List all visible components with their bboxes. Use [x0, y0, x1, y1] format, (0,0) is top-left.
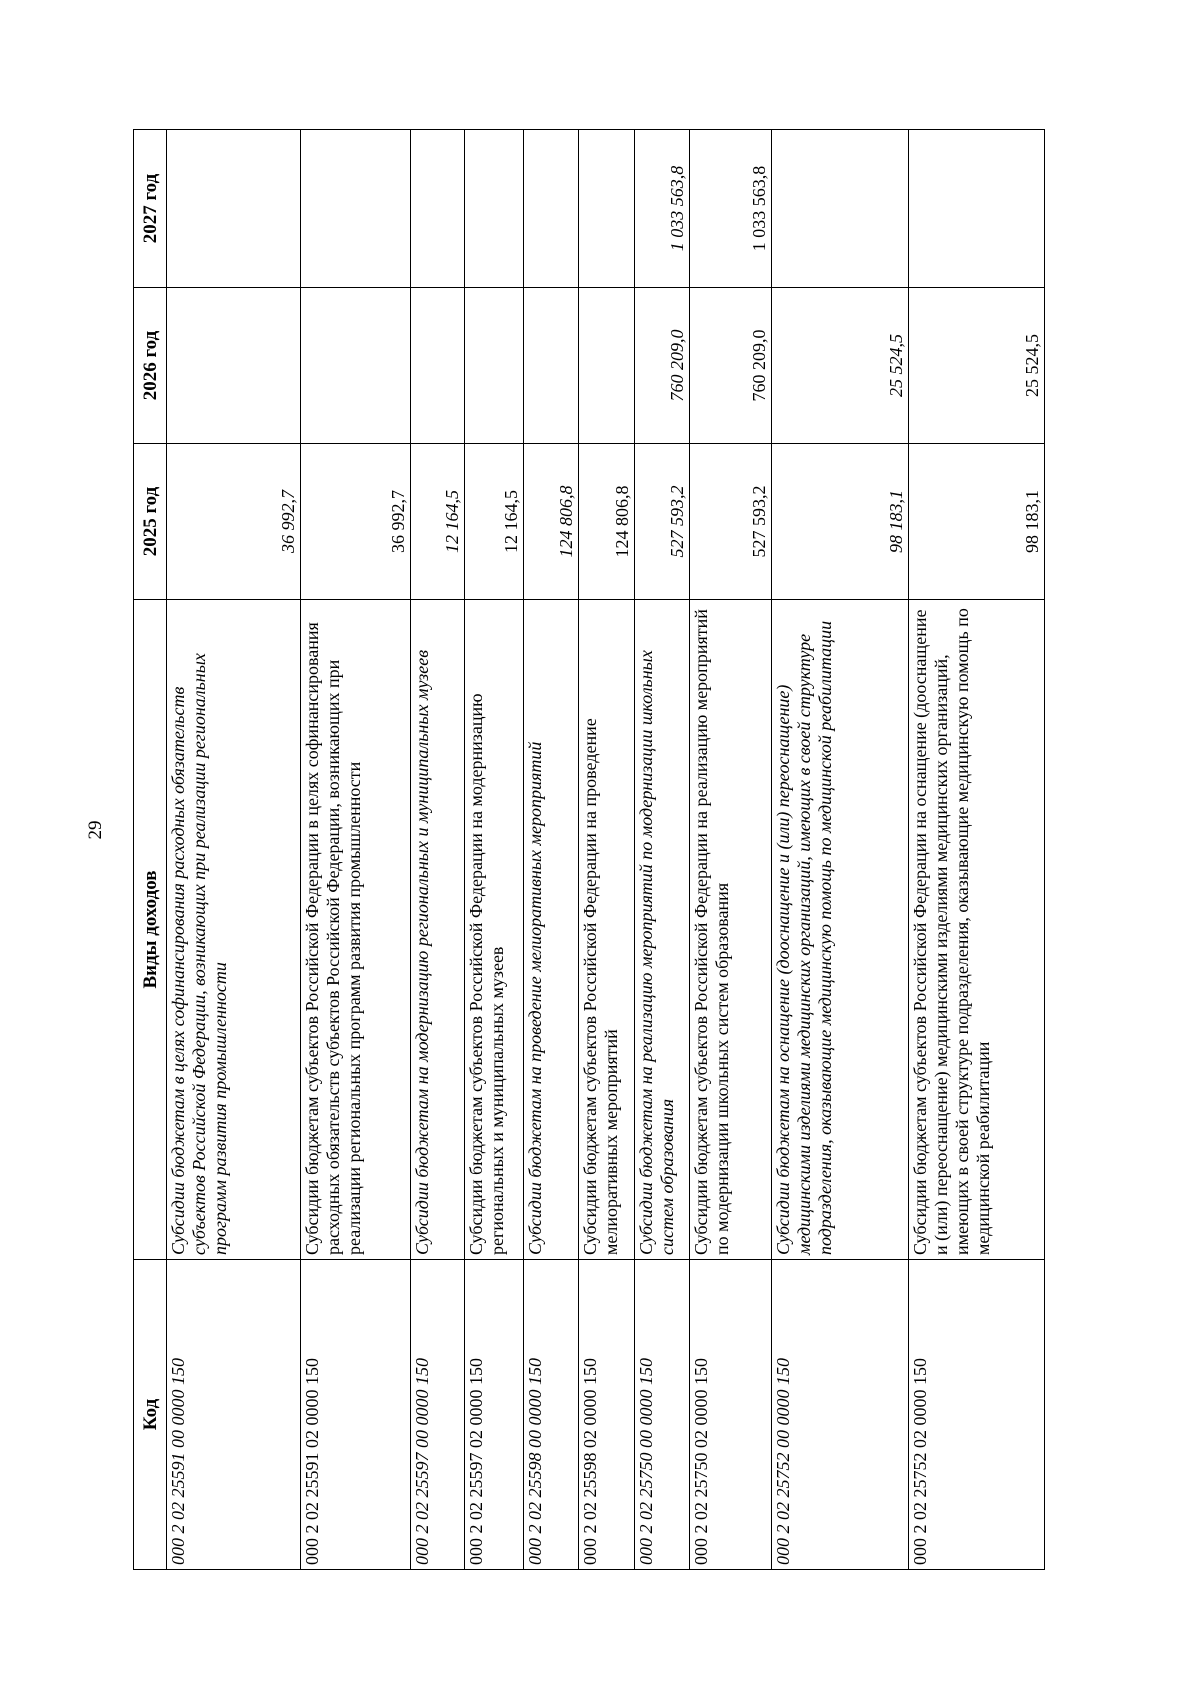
cell-2026 [411, 288, 464, 444]
cell-2026 [523, 288, 579, 444]
cell-name: Субсидии бюджетам субъектов Российской Федерации на реализацию мероприятий по модернизации школьных систем образования [690, 600, 772, 1260]
table-header-row [134, 130, 167, 1570]
cell-code: 000 2 02 25752 00 0000 150 [772, 1260, 908, 1570]
header-2026: 2026 год [134, 288, 167, 444]
cell-name: Субсидии бюджетам на реализацию мероприятий по модернизации школьных систем образования [634, 600, 690, 1260]
cell-2027 [411, 130, 464, 288]
cell-code: 000 2 02 25597 00 0000 150 [411, 1260, 464, 1570]
cell-2027 [908, 130, 1044, 288]
cell-code: 000 2 02 25752 02 0000 150 [908, 1260, 1044, 1570]
cell-2027 [464, 130, 523, 288]
cell-2026: 760 209,0 [690, 288, 772, 444]
cell-2026: 760 209,0 [634, 288, 690, 444]
table-row [772, 130, 908, 1570]
cell-2025: 124 806,8 [579, 444, 635, 600]
header-2027: 2027 год [134, 130, 167, 288]
cell-2027: 1 033 563,8 [634, 130, 690, 288]
cell-code: 000 2 02 25591 02 0000 150 [301, 1260, 411, 1570]
cell-2025: 36 992,7 [301, 444, 411, 600]
cell-2026 [301, 288, 411, 444]
cell-2025: 527 593,2 [634, 444, 690, 600]
cell-code: 000 2 02 25597 02 0000 150 [464, 1260, 523, 1570]
cell-name: Субсидии бюджетам в целях софинансирования расходных обязательств субъектов Российской Федерации, возникающих при реализации региональных программ развития промышленности [167, 600, 301, 1260]
cell-2025: 98 183,1 [772, 444, 908, 600]
rotated-table-wrapper [133, 130, 1045, 1570]
cell-2026 [464, 288, 523, 444]
page-number: 29 [85, 820, 106, 840]
table-row [167, 130, 301, 1570]
table-row [523, 130, 579, 1570]
cell-2026: 25 524,5 [908, 288, 1044, 444]
cell-code: 000 2 02 25598 00 0000 150 [523, 1260, 579, 1570]
table-row [908, 130, 1044, 1570]
cell-name: Субсидии бюджетам субъектов Российской Федерации на модернизацию региональных и муниципальных музеев [464, 600, 523, 1260]
cell-2025: 98 183,1 [908, 444, 1044, 600]
cell-2026 [167, 288, 301, 444]
cell-2027 [579, 130, 635, 288]
cell-2027 [301, 130, 411, 288]
cell-2025: 527 593,2 [690, 444, 772, 600]
header-name: Виды доходов [134, 600, 167, 1260]
cell-name: Субсидии бюджетам субъектов Российской Федерации на оснащение (дооснащение и (или) переоснащение) медицинскими изделиями медицинских организаций, имеющих в своей структуре подразделения, оказывающие медицинскую помощь по медицинской реабилитации [908, 600, 1044, 1260]
table-row [411, 130, 464, 1570]
cell-2025: 12 164,5 [464, 444, 523, 600]
cell-2025: 12 164,5 [411, 444, 464, 600]
cell-name: Субсидии бюджетам на проведение мелиоративных мероприятий [523, 600, 579, 1260]
cell-2025: 124 806,8 [523, 444, 579, 600]
table-row [579, 130, 635, 1570]
cell-code: 000 2 02 25598 02 0000 150 [579, 1260, 635, 1570]
cell-2026 [579, 288, 635, 444]
cell-code: 000 2 02 25591 00 0000 150 [167, 1260, 301, 1570]
cell-2025: 36 992,7 [167, 444, 301, 600]
table-row [634, 130, 690, 1570]
cell-name: Субсидии бюджетам на модернизацию региональных и муниципальных музеев [411, 600, 464, 1260]
revenue-table [133, 129, 1045, 1570]
cell-2027 [772, 130, 908, 288]
cell-name: Субсидии бюджетам на оснащение (дооснащение и (или) переоснащение) медицинскими изделиями медицинских организаций, имеющих в своей структуре подразделения, оказывающие медицинскую помощь по медицинской реабилитации [772, 600, 908, 1260]
header-code: Код [134, 1260, 167, 1570]
cell-2026: 25 524,5 [772, 288, 908, 444]
cell-2027 [167, 130, 301, 288]
table-row [301, 130, 411, 1570]
cell-name: Субсидии бюджетам субъектов Российской Федерации в целях софинансирования расходных обязательств субъектов Российской Федерации, возникающих при реализации региональных программ развития промышленности [301, 600, 411, 1260]
cell-2027: 1 033 563,8 [690, 130, 772, 288]
header-2025: 2025 год [134, 444, 167, 600]
cell-code: 000 2 02 25750 02 0000 150 [690, 1260, 772, 1570]
table-row [690, 130, 772, 1570]
cell-name: Субсидии бюджетам субъектов Российской Федерации на проведение мелиоративных мероприятий [579, 600, 635, 1260]
cell-code: 000 2 02 25750 00 0000 150 [634, 1260, 690, 1570]
cell-2027 [523, 130, 579, 288]
table-row [464, 130, 523, 1570]
